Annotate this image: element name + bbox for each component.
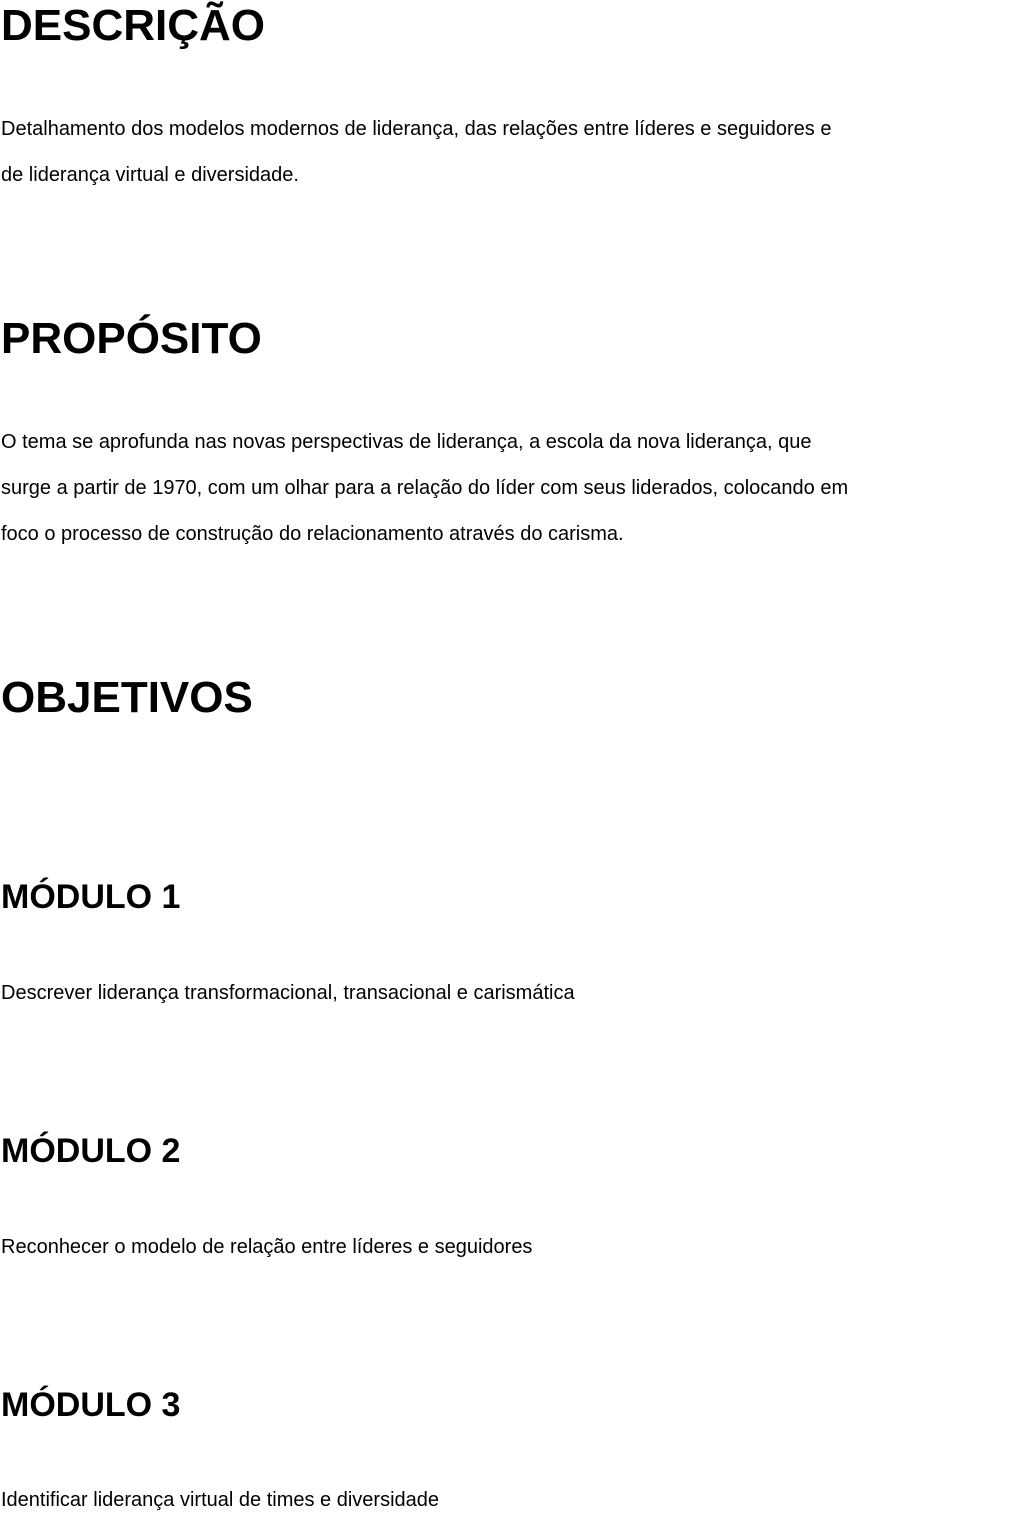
proposito-line: surge a partir de 1970, com um olhar para a relação do líder com seus liderados, colocando em [1,477,849,499]
descricao-text [1,106,832,198]
proposito-text [1,419,848,557]
descricao-line: de liderança virtual e diversidade. [1,164,299,186]
module-title-3: MÓDULO 3 [1,1386,181,1424]
proposito-line: foco o processo de construção do relacionamento através do carisma. [1,523,624,545]
module-title-2: MÓDULO 2 [1,1132,181,1170]
proposito-line: O tema se aprofunda nas novas perspectivas de liderança, a escola da nova liderança, que [1,431,812,453]
descricao-line: Detalhamento dos modelos modernos de liderança, das relações entre líderes e seguidores e [1,118,832,140]
module-objective-3: Identificar liderança virtual de times e diversidade [1,1489,439,1511]
module-objective-1: Descrever liderança transformacional, transacional e carismática [1,982,575,1004]
section-heading-proposito: PROPÓSITO [1,314,262,363]
module-objective-2: Reconhecer o modelo de relação entre líderes e seguidores [1,1236,533,1258]
section-heading-objetivos: OBJETIVOS [1,673,253,722]
module-title-1: MÓDULO 1 [1,878,181,916]
section-heading-descricao: DESCRIÇÃO [1,1,266,50]
